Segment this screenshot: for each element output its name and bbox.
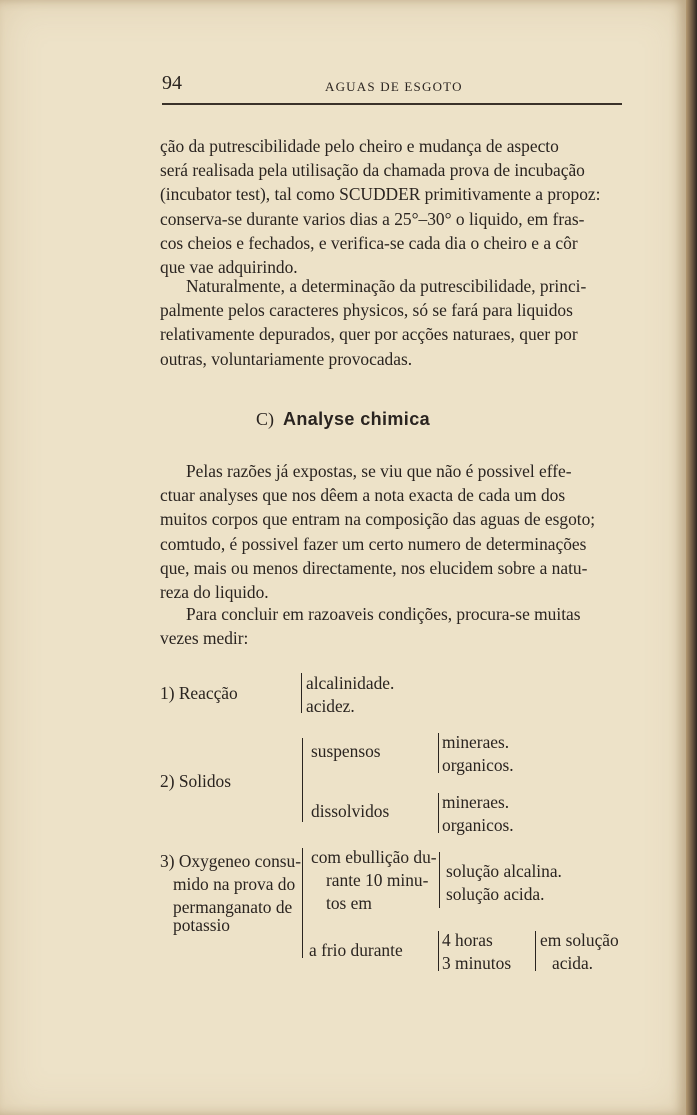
outline-option: mineraes. bbox=[442, 792, 510, 812]
text-line: será realisada pela utilisação da chamada prova de incubação bbox=[160, 160, 585, 181]
text-line: Pelas razões já expostas, se viu que não é possivel effe- bbox=[186, 461, 572, 481]
outline-option: acidez. bbox=[306, 696, 355, 716]
outline-item-3-label: permanganato de bbox=[173, 897, 293, 917]
outline-item-3-label: 3) Oxygeneo consu- bbox=[160, 851, 302, 871]
text-line: cos cheios e fechados, e verifica-se cada dia o cheiro e a côr bbox=[160, 232, 578, 253]
brace bbox=[438, 733, 439, 773]
brace bbox=[535, 931, 536, 971]
section-heading bbox=[0, 409, 686, 430]
outline-group-label: rante 10 minu- bbox=[326, 870, 429, 890]
outline-item-2-label: 2) Solidos bbox=[160, 771, 232, 791]
outline-option: alcalinidade. bbox=[306, 673, 395, 693]
outline-item-1-label: 1) Reacção bbox=[160, 683, 238, 703]
page-edge bbox=[686, 0, 697, 1115]
text-line: ção da putrescibilidade pelo cheiro e mudança de aspecto bbox=[160, 136, 559, 156]
outline-item-3-label: mido na prova do bbox=[173, 874, 296, 894]
text-line: que vae adquirindo. bbox=[160, 257, 298, 278]
text-line: (incubator test), tal como SCUDDER primitivamente a propoz: bbox=[160, 184, 601, 205]
paragraph-2 bbox=[160, 274, 618, 371]
brace bbox=[302, 848, 303, 958]
text-line: vezes medir: bbox=[160, 628, 249, 649]
outline-group-label: com ebullição du- bbox=[311, 847, 437, 867]
brace bbox=[438, 931, 439, 971]
outline-option: 4 horas bbox=[442, 930, 493, 950]
outline-group-label: a frio durante bbox=[309, 940, 403, 960]
text-line: Para concluir em razoaveis condições, procura-se muitas bbox=[186, 604, 581, 624]
outline-option: em solução bbox=[540, 930, 619, 950]
paragraph-3 bbox=[160, 459, 618, 604]
text-line: Naturalmente, a determinação da putrescibilidade, princi- bbox=[186, 276, 587, 296]
paragraph-1 bbox=[160, 134, 618, 279]
text-line: que, mais ou menos directamente, nos elucidem sobre a natu- bbox=[160, 557, 588, 578]
outline-option: solução acida. bbox=[446, 884, 545, 904]
outline-option: organicos. bbox=[442, 815, 514, 835]
section-title: Analyse chimica bbox=[282, 409, 431, 429]
section-letter: C) bbox=[255, 409, 274, 429]
text-line: relativamente depurados, quer por acções naturaes, quer por bbox=[160, 324, 578, 345]
header-rule bbox=[162, 103, 622, 105]
brace bbox=[439, 852, 440, 908]
running-title: AGUAS DE ESGOTO bbox=[325, 79, 463, 94]
outline-option: 3 minutos bbox=[442, 953, 512, 973]
paragraph-4 bbox=[160, 602, 618, 650]
page-number: 94 bbox=[162, 72, 182, 94]
outline-option: acida. bbox=[552, 953, 594, 973]
text-line: comtudo, é possivel fazer um certo numero de determinações bbox=[160, 533, 587, 554]
brace bbox=[302, 738, 303, 822]
brace bbox=[301, 673, 302, 713]
text-line: muitos corpos que entram na composição das aguas de esgoto; bbox=[160, 509, 596, 530]
text-line: palmente pelos caracteres physicos, só se fará para liquidos bbox=[160, 300, 573, 321]
text-line: reza do liquido. bbox=[160, 582, 269, 603]
outline-option: solução alcalina. bbox=[446, 861, 562, 881]
outline-option: mineraes. bbox=[442, 732, 510, 752]
text-line: conserva-se durante varios dias a 25°–30° o liquido, em fras- bbox=[160, 208, 585, 229]
outline-item-3-label: potassio bbox=[173, 915, 231, 935]
outline-option: organicos. bbox=[442, 755, 514, 775]
text-line: outras, voluntariamente provocadas. bbox=[160, 348, 413, 369]
outline-group-label: tos em bbox=[326, 893, 372, 913]
text-line: ctuar analyses que nos dêem a nota exacta de cada um dos bbox=[160, 485, 566, 506]
outline-group-label: dissolvidos bbox=[311, 801, 390, 821]
brace bbox=[438, 793, 439, 833]
outline-group-label: suspensos bbox=[311, 741, 381, 761]
